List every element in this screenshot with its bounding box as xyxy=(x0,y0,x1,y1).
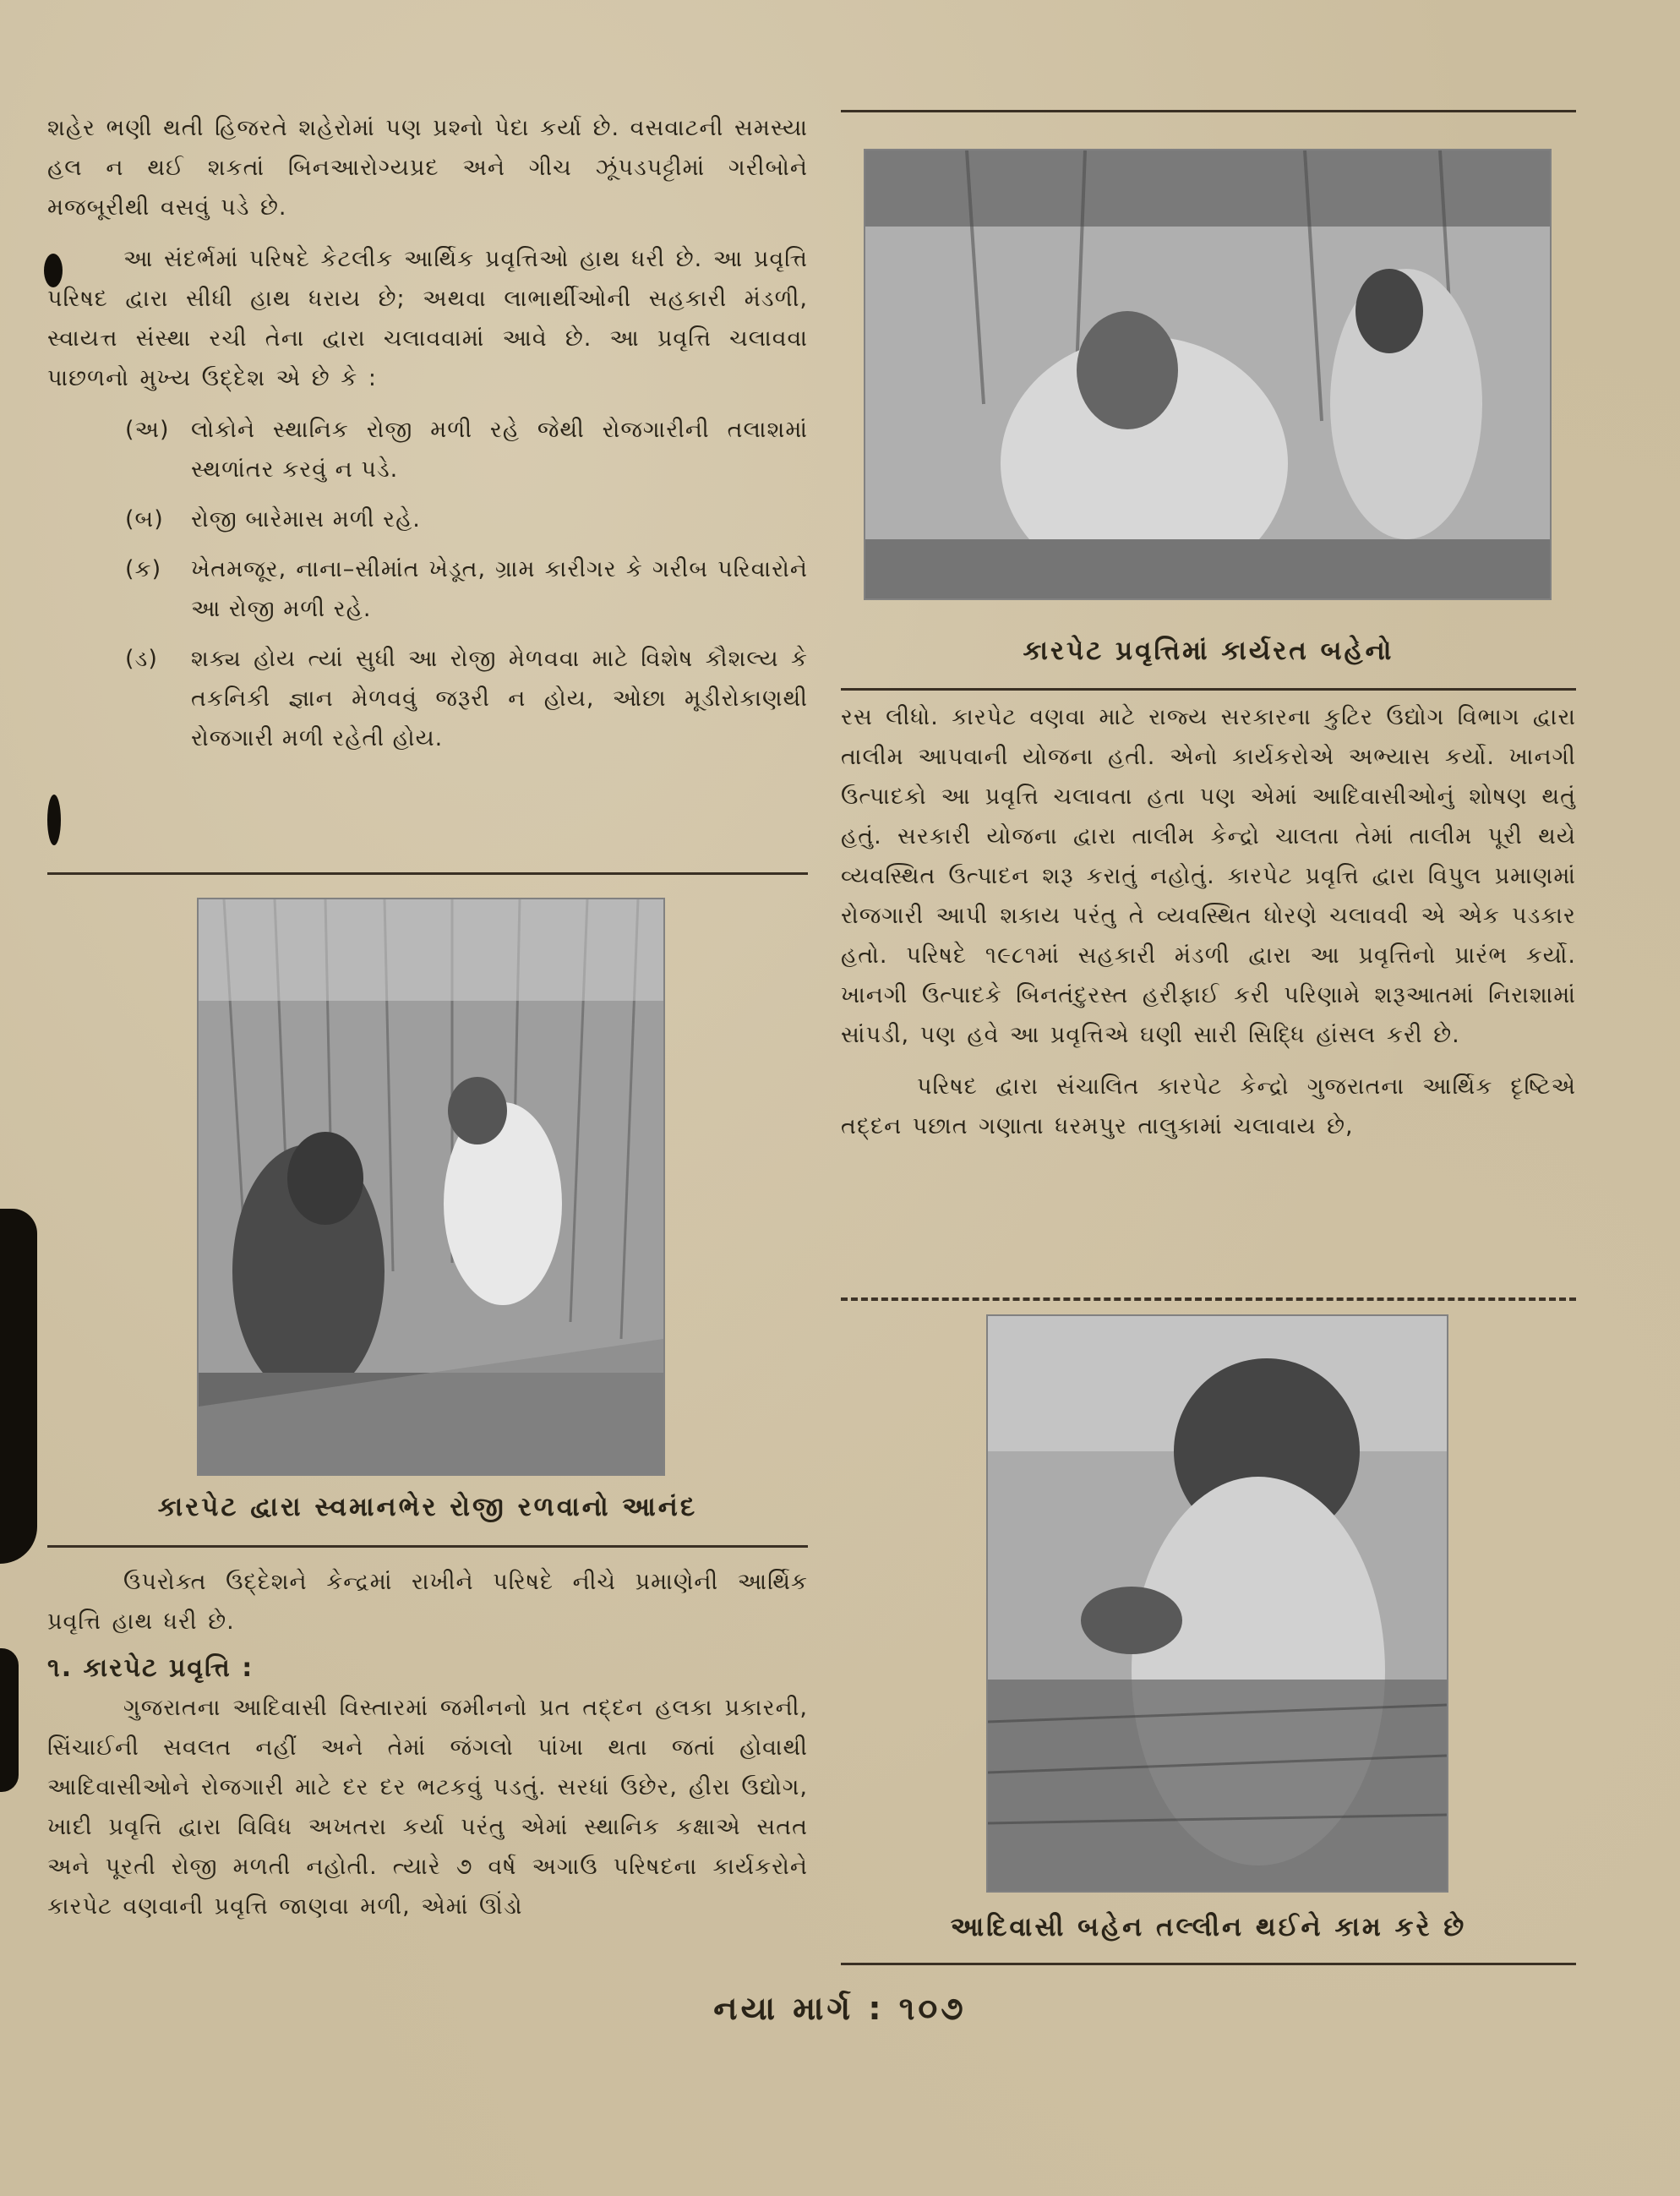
paragraph-centres: પરિષદ દ્વારા સંચાલિત કારપેટ કેન્દ્રો ગુજરાતના આર્થિક દૃષ્ટિએ તદ્દન પછાત ગણાતા ધરમપુર તાલુકામાં ચલાવાય છે, xyxy=(841,1073,1576,1139)
paragraph-intro: શહેર ભણી થતી હિજરતે શહેરોમાં પણ પ્રશ્નો પેદા કર્યા છે. વસવાટની સમસ્યા હલ ન થઈ શકતાં બિનઆરોગ્યપ્રદ અને ગીચ ઝૂંપડપટ્ટીમાં ગરીબોને મજબૂરીથી વસવું પડે છે. xyxy=(47,115,808,221)
paragraph-carpet: ગુજરાતના આદિવાસી વિસ્તારમાં જમીનનો પ્રત તદ્દન હલકા પ્રકારની, સિંચાઈની સવલત નહીં અને તેમાં જંગલો પાંખા થતા જતાં હોવાથી આદિવાસીઓને રોજગારી માટે દર દર ભટકવું પડતું. સરધાં ઉછેર, હીરા ઉદ્યોગ, ખાદી પ્રવૃત્તિ દ્વારા વિવિધ અખતરા કર્યા પરંતુ એમાં સ્થાનિક કક્ષાએ સતત અને પૂરતી રોજી મળતી નહોતી. ત્યારે ૭ વર્ષ અગાઉ પરિષદના કાર્યકરોને કારપેટ વણવાની પ્રવૃત્તિ જાણવા મળી, એમાં ઊંડો xyxy=(47,1695,808,1920)
section-heading: ૧. કારપેટ પ્રવૃત્તિ : xyxy=(47,1653,254,1683)
photo-women-at-loom xyxy=(864,149,1552,600)
section-divider xyxy=(841,1297,1576,1301)
paragraph-context: આ સંદર્ભમાં પરિષદે કેટલીક આર્થિક પ્રવૃત્તિઓ હાથ ધરી છે. આ પ્રવૃત્તિ પરિષદ દ્વારા સીધી હાથ ધરાય છે; અથવા લાભાર્થીઓની સહકારી મંડળી, સ્વાયત્ત સંસ્થા રચી તેના દ્વારા ચલાવવામાં આવે છે. આ પ્રવૃત્તિ ચલાવવા પાછળનો મુખ્ય ઉદ્દેશ એ છે કે : xyxy=(47,246,808,391)
list-item-label: (અ) xyxy=(125,417,170,443)
list-item-label: (ક) xyxy=(125,556,162,582)
photo-carpet-weaving-woman xyxy=(197,898,665,1476)
page-footer: નયા માર્ગ : ૧૦૭ xyxy=(713,1990,967,2027)
section-divider xyxy=(47,1545,808,1548)
list-item-text: રોજી બારેમાસ મળી રહે. xyxy=(191,506,421,533)
list-item xyxy=(125,639,808,758)
photo-caption-left: કારપેટ દ્વારા સ્વમાનભેર રોજી રળવાનો આનંદ xyxy=(157,1492,698,1522)
photo-illustration xyxy=(865,150,1550,598)
section-divider xyxy=(841,110,1576,112)
photo-illustration xyxy=(988,1316,1447,1891)
objectives-list xyxy=(47,410,808,758)
photo-caption-top-right: કારપેટ પ્રવૃત્તિમાં કાર્યરત બહેનો xyxy=(1023,636,1394,666)
photo-illustration xyxy=(199,899,663,1474)
page-damage-mark xyxy=(0,1209,37,1564)
section-divider xyxy=(47,872,808,875)
list-item-text: શક્ય હોય ત્યાં સુધી આ રોજી મેળવવા માટે વિશેષ કૌશલ્ય કે તકનિકી જ્ઞાન મેળવવું જરૂરી ન હોય, ઓછા મૂડીરોકાણથી રોજગારી મળી રહેતી હોય. xyxy=(191,646,808,751)
section-divider xyxy=(841,688,1576,691)
list-item xyxy=(125,410,808,489)
left-column-top xyxy=(47,108,808,768)
list-item xyxy=(125,500,808,539)
right-column-text xyxy=(841,697,1576,1158)
left-column-bottom xyxy=(47,1562,808,1938)
photo-tribal-woman-working xyxy=(986,1314,1448,1893)
page-damage-mark xyxy=(0,1648,19,1792)
list-item-text: ખેતમજૂર, નાના–સીમાંત ખેડૂત, ગ્રામ કારીગર કે ગરીબ પરિવારોને આ રોજી મળી રહે. xyxy=(191,556,808,622)
section-divider xyxy=(841,1963,1576,1965)
paragraph-continue: રસ લીધો. કારપેટ વણવા માટે રાજ્ય સરકારના કુટિર ઉદ્યોગ વિભાગ દ્વારા તાલીમ આપવાની યોજના હતી. એનો કાર્યકરોએ અભ્યાસ કર્યો. ખાનગી ઉત્પાદકો આ પ્રવૃત્તિ ચલાવતા હતા પણ એમાં આદિવાસીઓનું શોષણ થતું હતું. સરકારી યોજના દ્વારા તાલીમ કેન્દ્રો ચાલતા તેમાં તાલીમ પૂરી થયે વ્યવસ્થિત ઉત્પાદન શરૂ કરાતું નહોતું. કારપેટ પ્રવૃત્તિ દ્વારા વિપુલ પ્રમાણમાં રોજગારી આપી શકાય પરંતુ તે વ્યવસ્થિત ધોરણે ચલાવવી એ એક પડકાર હતો. પરિષદે ૧૯૮૧માં સહકારી મંડળી દ્વારા આ પ્રવૃત્તિનો પ્રારંભ કર્યો. ખાનગી ઉત્પાદકે બિનતંદુરસ્ત હરીફાઈ કરી પરિણામે શરૂઆતમાં નિરાશામાં સાંપડી, પણ હવે આ પ્રવૃત્તિએ ઘણી સારી સિદ્ધિ હાંસલ કરી છે. xyxy=(841,704,1576,1048)
photo-caption-bottom-right: આદિવાસી બહેન તલ્લીન થઈને કામ કરે છે xyxy=(950,1912,1467,1942)
list-item-text: લોકોને સ્થાનિક રોજી મળી રહે જેથી રોજગારીની તલાશમાં સ્થળાંતર કરવું ન પડે. xyxy=(191,417,808,483)
list-item-label: (બ) xyxy=(125,506,164,533)
page-damage-mark xyxy=(47,795,61,845)
list-item xyxy=(125,549,808,629)
list-item-label: (ડ) xyxy=(125,646,158,672)
paragraph-purpose: ઉપરોક્ત ઉદ્દેશને કેન્દ્રમાં રાખીને પરિષદે નીચે પ્રમાણેની આર્થિક પ્રવૃત્તિ હાથ ધરી છે. xyxy=(47,1569,808,1635)
